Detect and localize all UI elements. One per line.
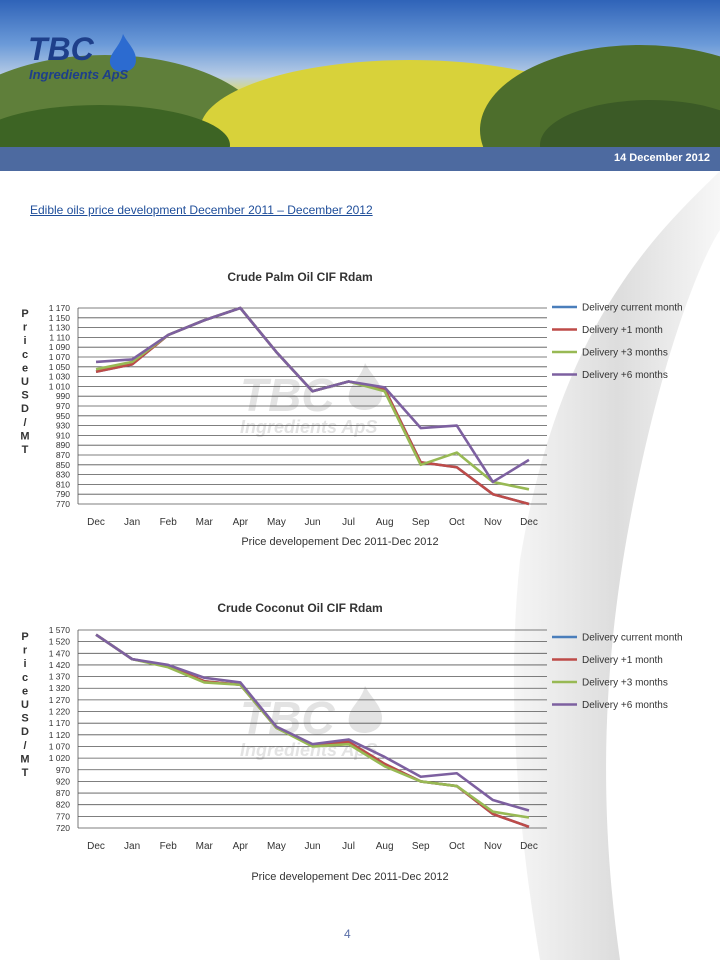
x-tick-label: Jun bbox=[304, 517, 321, 528]
x-tick-label: Dec bbox=[520, 517, 538, 528]
x-tick-label: Mar bbox=[195, 517, 213, 528]
y-tick-label: 1 520 bbox=[48, 636, 70, 647]
y-axis-label-char: c bbox=[21, 348, 29, 361]
y-tick-label: 1 070 bbox=[48, 352, 70, 362]
x-tick-label: Jan bbox=[124, 841, 141, 852]
y-tick-label: 930 bbox=[55, 420, 70, 431]
y-tick-label: 1 270 bbox=[48, 694, 70, 705]
y-tick-label: 1 090 bbox=[48, 342, 70, 353]
y-tick-label: 1 170 bbox=[48, 718, 70, 729]
chart-title: Crude Palm Oil CIF Rdam bbox=[227, 270, 373, 284]
x-tick-label: May bbox=[266, 517, 286, 528]
logo-sub-text: Ingredients ApS bbox=[29, 67, 129, 82]
y-axis-label-char: M bbox=[20, 753, 30, 766]
y-tick-label: 950 bbox=[55, 410, 70, 421]
y-axis-label-char: i bbox=[23, 658, 27, 671]
y-tick-label: 1 110 bbox=[49, 332, 70, 343]
y-tick-label: 770 bbox=[55, 811, 70, 822]
x-tick-label: Mar bbox=[195, 841, 213, 852]
x-tick-label: Jul bbox=[342, 517, 355, 528]
y-tick-label: 1 320 bbox=[48, 683, 70, 694]
y-axis-label-char: e bbox=[21, 685, 29, 698]
legend-label: Delivery +3 months bbox=[582, 347, 668, 359]
x-tick-label: Dec bbox=[520, 841, 538, 852]
y-tick-label: 1 420 bbox=[48, 659, 70, 670]
coconut-oil-chart bbox=[0, 590, 720, 890]
y-axis-label-char: i bbox=[23, 335, 27, 348]
y-tick-label: 1 130 bbox=[48, 322, 70, 333]
y-axis-label-char: T bbox=[21, 444, 29, 456]
palm-oil-chart bbox=[0, 255, 720, 555]
x-axis-label: Price developement Dec 2011-Dec 2012 bbox=[241, 536, 439, 548]
page-number: 4 bbox=[344, 927, 351, 941]
logo-main-text: TBC bbox=[28, 32, 94, 67]
y-tick-label: 820 bbox=[55, 799, 70, 810]
y-tick-label: 720 bbox=[55, 823, 70, 833]
watermark-text: TBC bbox=[240, 692, 335, 744]
y-axis-label-char: D bbox=[21, 403, 29, 416]
tbc-logo bbox=[28, 32, 148, 92]
legend-label: Delivery +6 months bbox=[582, 700, 668, 711]
y-tick-label: 870 bbox=[55, 788, 70, 799]
y-axis-label-char: S bbox=[21, 389, 29, 402]
x-tick-label: Jun bbox=[304, 841, 321, 852]
y-axis-label-char: r bbox=[22, 644, 28, 657]
x-tick-label: May bbox=[266, 841, 286, 852]
y-tick-label: 1 470 bbox=[48, 648, 70, 659]
x-tick-label: Oct bbox=[449, 841, 465, 852]
y-tick-label: 810 bbox=[55, 479, 70, 490]
legend-label: Delivery current month bbox=[582, 302, 683, 314]
y-tick-label: 770 bbox=[55, 499, 70, 509]
y-tick-label: 1 050 bbox=[48, 361, 70, 372]
y-axis-label-char: T bbox=[21, 767, 29, 779]
watermark-subtext: Ingredients ApS bbox=[240, 417, 378, 437]
legend-label: Delivery +1 month bbox=[582, 325, 663, 336]
y-tick-label: 1 170 bbox=[48, 303, 70, 313]
legend-label: Delivery +1 month bbox=[582, 655, 663, 666]
x-tick-label: Nov bbox=[483, 517, 502, 528]
y-tick-label: 1 030 bbox=[48, 371, 70, 382]
x-tick-label: Aug bbox=[375, 841, 394, 852]
y-axis-label-char: S bbox=[21, 712, 29, 725]
y-axis-label-char: / bbox=[23, 739, 27, 752]
y-tick-label: 1 150 bbox=[48, 312, 70, 323]
y-tick-label: 1 570 bbox=[48, 625, 70, 635]
x-tick-label: Sep bbox=[411, 517, 430, 528]
y-tick-label: 1 120 bbox=[48, 729, 70, 740]
header-date: 14 December 2012 bbox=[613, 152, 710, 164]
y-axis-label-char: D bbox=[21, 726, 29, 739]
x-tick-label: Feb bbox=[159, 517, 177, 528]
y-tick-label: 1 010 bbox=[48, 381, 70, 392]
x-tick-label: Feb bbox=[159, 841, 177, 852]
y-axis-label-char: U bbox=[21, 376, 29, 388]
y-tick-label: 990 bbox=[55, 391, 70, 402]
y-axis-label-char: M bbox=[20, 430, 30, 443]
legend-label: Delivery +3 months bbox=[582, 677, 668, 689]
legend-label: Delivery current month bbox=[582, 632, 683, 644]
y-tick-label: 1 070 bbox=[48, 741, 70, 752]
date-bar bbox=[0, 147, 720, 171]
y-axis-label-char: U bbox=[21, 699, 29, 711]
y-axis-label-char: e bbox=[21, 362, 29, 375]
watermark-text: TBC bbox=[240, 369, 335, 421]
x-tick-label: Jul bbox=[342, 841, 355, 852]
header-banner bbox=[0, 0, 720, 147]
y-tick-label: 790 bbox=[55, 489, 70, 500]
x-tick-label: Dec bbox=[87, 517, 105, 528]
y-tick-label: 870 bbox=[55, 450, 70, 460]
y-tick-label: 910 bbox=[55, 430, 70, 441]
chart-title: Crude Coconut Oil CIF Rdam bbox=[217, 601, 383, 615]
x-tick-label: Jan bbox=[124, 517, 141, 528]
legend-label: Delivery +6 months bbox=[582, 370, 668, 381]
y-tick-label: 1 020 bbox=[48, 753, 70, 764]
y-tick-label: 920 bbox=[55, 776, 70, 787]
y-tick-label: 890 bbox=[55, 440, 70, 451]
x-tick-label: Dec bbox=[87, 841, 105, 852]
x-tick-label: Aug bbox=[375, 517, 394, 528]
y-axis-label-char: P bbox=[21, 308, 29, 320]
x-tick-label: Nov bbox=[483, 841, 502, 852]
y-tick-label: 970 bbox=[55, 401, 70, 411]
watermark-drop bbox=[349, 686, 382, 733]
x-tick-label: Oct bbox=[449, 517, 465, 528]
y-axis-label-char: P bbox=[21, 631, 29, 643]
watermark-subtext: Ingredients ApS bbox=[240, 740, 378, 760]
x-tick-label: Sep bbox=[411, 841, 430, 852]
y-tick-label: 850 bbox=[55, 459, 70, 470]
x-axis-label: Price developement Dec 2011-Dec 2012 bbox=[251, 871, 449, 883]
x-tick-label: Apr bbox=[232, 841, 249, 852]
y-axis-label-char: c bbox=[21, 671, 29, 684]
y-tick-label: 1 220 bbox=[48, 706, 70, 717]
y-tick-label: 1 370 bbox=[48, 671, 70, 682]
page-title[interactable]: Edible oils price development December 2011 – December 2012 bbox=[30, 203, 373, 217]
x-tick-label: Apr bbox=[232, 517, 249, 528]
y-tick-label: 970 bbox=[55, 764, 70, 775]
y-axis-label-char: r bbox=[22, 321, 28, 334]
y-axis-label-char: / bbox=[23, 416, 27, 429]
y-tick-label: 830 bbox=[55, 469, 70, 480]
